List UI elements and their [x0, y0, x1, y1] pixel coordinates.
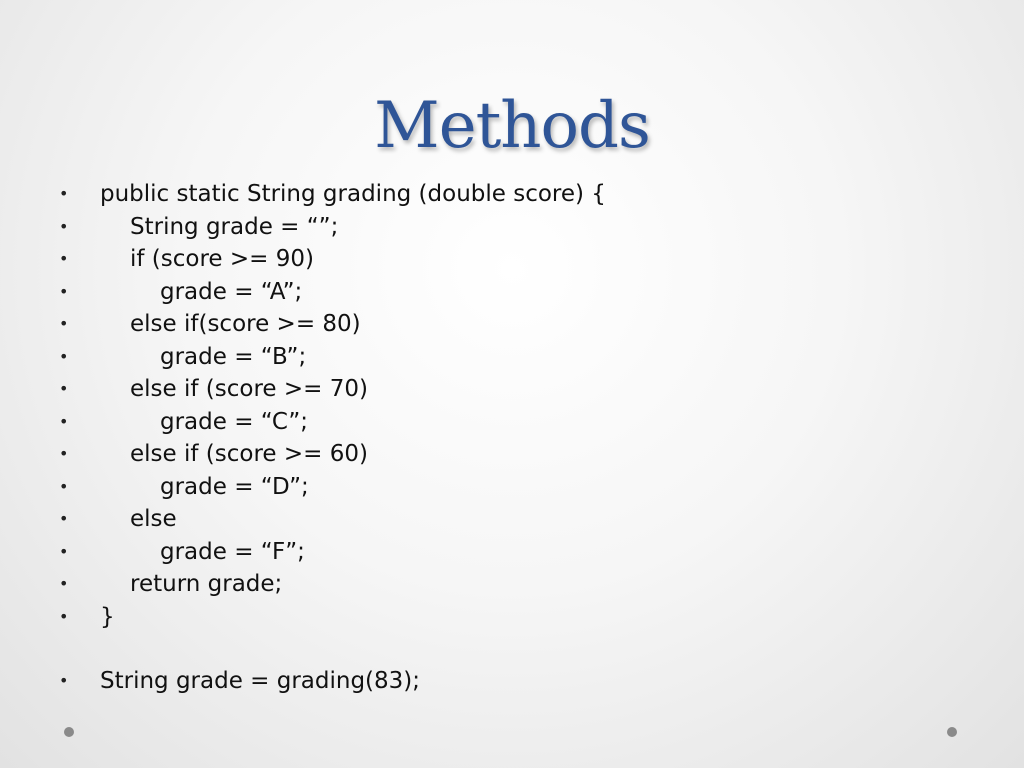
- code-line: [0, 373, 1024, 406]
- code-line: [0, 438, 1024, 471]
- code-line-text: else if(score >= 80): [130, 311, 361, 337]
- bullet-icon: •: [59, 509, 69, 528]
- code-line: [0, 308, 1024, 341]
- bullet-icon: •: [59, 346, 69, 366]
- code-line-text: String grade = grading(83);: [100, 668, 421, 694]
- decorative-dot-left: [64, 727, 74, 737]
- code-line-text: return grade;: [130, 571, 283, 597]
- code-line: [0, 341, 1024, 374]
- bullet-icon: •: [59, 379, 69, 398]
- code-line: [0, 471, 1024, 504]
- code-line: [0, 406, 1024, 439]
- code-line: [0, 276, 1024, 309]
- code-line-text: grade = “B”;: [160, 343, 307, 370]
- code-line: [0, 211, 1024, 244]
- bullet-icon: •: [59, 216, 69, 236]
- code-line-text: public static String grading (double score) {: [100, 181, 606, 207]
- code-line-text: String grade = “”;: [130, 213, 339, 240]
- code-line-text: grade = “F”;: [160, 538, 305, 565]
- bullet-icon: •: [59, 444, 69, 463]
- code-line: [0, 503, 1024, 536]
- slide-title: Methods: [374, 89, 650, 163]
- bullet-icon: •: [59, 606, 69, 626]
- code-line-text: }: [100, 603, 115, 630]
- code-line-text: else if (score >= 60): [130, 441, 368, 467]
- bullet-icon: •: [59, 476, 69, 496]
- decorative-dot-right: [947, 727, 957, 737]
- code-line-text: grade = “A”;: [160, 278, 303, 305]
- bullet-icon: •: [59, 411, 69, 431]
- bullet-icon: •: [59, 314, 69, 333]
- code-line: [0, 568, 1024, 601]
- bullet-icon: •: [59, 249, 69, 268]
- code-line-text: grade = “C”;: [160, 408, 309, 435]
- bullet-icon: •: [59, 541, 69, 561]
- code-line-text: else: [130, 506, 177, 532]
- code-line-text: else if (score >= 70): [130, 376, 368, 402]
- bullet-icon: •: [59, 574, 69, 593]
- code-line-text: if (score >= 90): [130, 246, 314, 272]
- bullet-icon: •: [59, 671, 69, 690]
- code-line: [0, 536, 1024, 569]
- code-line: [0, 665, 1024, 698]
- code-line: [0, 243, 1024, 276]
- bullet-icon: •: [59, 184, 69, 203]
- code-line-text: grade = “D”;: [160, 473, 309, 500]
- code-line: [0, 601, 1024, 634]
- code-line: [0, 178, 1024, 211]
- bullet-icon: •: [59, 281, 69, 301]
- code-bullet-list: [0, 178, 1024, 698]
